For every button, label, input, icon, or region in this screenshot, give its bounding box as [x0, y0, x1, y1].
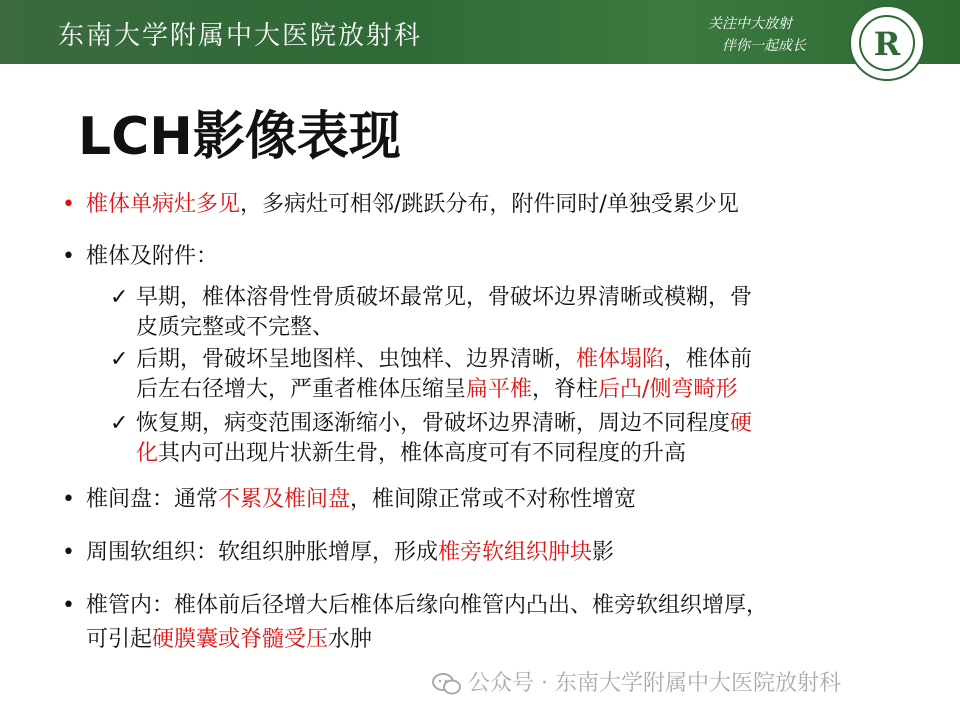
- text-segment: ，椎体前: [664, 347, 753, 372]
- bullet-1-red: 椎体单病灶多见: [86, 192, 241, 217]
- header-banner: [0, 0, 960, 64]
- text-segment-red: 硬: [730, 411, 753, 436]
- text-segment: 恢复期，病变范围逐渐缩小，骨破坏边界清晰，周边不同程度: [136, 411, 731, 436]
- slide-title: LCH影像表现: [78, 107, 401, 167]
- bullet-2-text: 椎体及附件：: [86, 244, 219, 269]
- text-segment: ，脊柱: [532, 377, 599, 402]
- text-segment: 影: [592, 540, 615, 565]
- sub-bullet-3-line-2: [136, 439, 686, 469]
- bullet-dot: •: [62, 487, 75, 512]
- text-segment-red: 后凸/侧弯畸形: [598, 377, 738, 402]
- text-segment: ，椎间隙正常或不对称性增宽: [350, 487, 637, 512]
- check-icon: ✓: [110, 347, 129, 372]
- text-segment-red: 化: [136, 441, 159, 466]
- text-segment-red: 硬膜囊或脊髓受压: [152, 627, 329, 652]
- sub-bullet-3-line-1: [136, 409, 752, 439]
- logo-letter: R: [873, 25, 901, 63]
- text-segment-red: 扁平椎: [466, 377, 533, 402]
- bullet-4: [62, 538, 614, 568]
- check-icon: ✓: [110, 411, 129, 436]
- slogan-line-1: 关注中大放射: [708, 16, 792, 32]
- text-segment: 可引起: [86, 627, 153, 652]
- bullet-dot: •: [62, 244, 75, 269]
- bullet-3: [62, 485, 636, 515]
- bullet-5: [62, 591, 768, 621]
- text-segment: 后期，骨破坏呈地图样、虫蚀样、边界清晰，: [136, 347, 577, 372]
- text-segment-red: 椎旁软组织肿块: [438, 540, 593, 565]
- text-segment: 后左右径增大，严重者椎体压缩呈: [136, 377, 467, 402]
- sub-bullet-1-line-1: 早期，椎体溶骨性骨质破坏最常见，骨破坏边界清晰或模糊，骨: [136, 285, 753, 310]
- wechat-icon: [432, 672, 462, 696]
- org-title: 东南大学附属中大医院放射科: [58, 21, 423, 51]
- bullet-5-line-1: 椎管内：椎体前后径增大后椎体后缘向椎管内凸出、椎旁软组织增厚，: [86, 593, 769, 618]
- bullet-5-continued: [86, 625, 372, 655]
- bullet-dot: •: [62, 540, 75, 565]
- text-segment: 周围软组织：软组织肿胀增厚，形成: [86, 540, 439, 565]
- slogan-line-2: 伴你一起成长: [722, 38, 806, 54]
- bullet-1: [62, 190, 739, 220]
- watermark-text: 公众号 · 东南大学附属中大医院放射科: [468, 671, 841, 696]
- text-segment-red: 不累及椎间盘: [218, 487, 351, 512]
- watermark: [432, 666, 841, 697]
- text-segment: 椎间盘：通常: [86, 487, 219, 512]
- text-segment: 其内可出现片状新生骨，椎体高度可有不同程度的升高: [158, 441, 687, 466]
- sub-bullet-1-line-2: 皮质完整或不完整、: [136, 315, 335, 340]
- bullet-dot: •: [62, 192, 75, 217]
- sub-bullet-2-line-1: [136, 345, 752, 375]
- sub-bullet-2-line-2: [136, 375, 737, 405]
- bullet-2: [62, 242, 218, 272]
- check-icon: ✓: [110, 285, 129, 310]
- text-segment: 水肿: [328, 627, 373, 652]
- department-logo-icon: [848, 4, 926, 82]
- bullet-1-text: ，多病灶可相邻/跳跃分布，附件同时/单独受累少见: [240, 192, 739, 217]
- bullet-dot: •: [62, 593, 75, 618]
- text-segment-red: 椎体塌陷: [576, 347, 665, 372]
